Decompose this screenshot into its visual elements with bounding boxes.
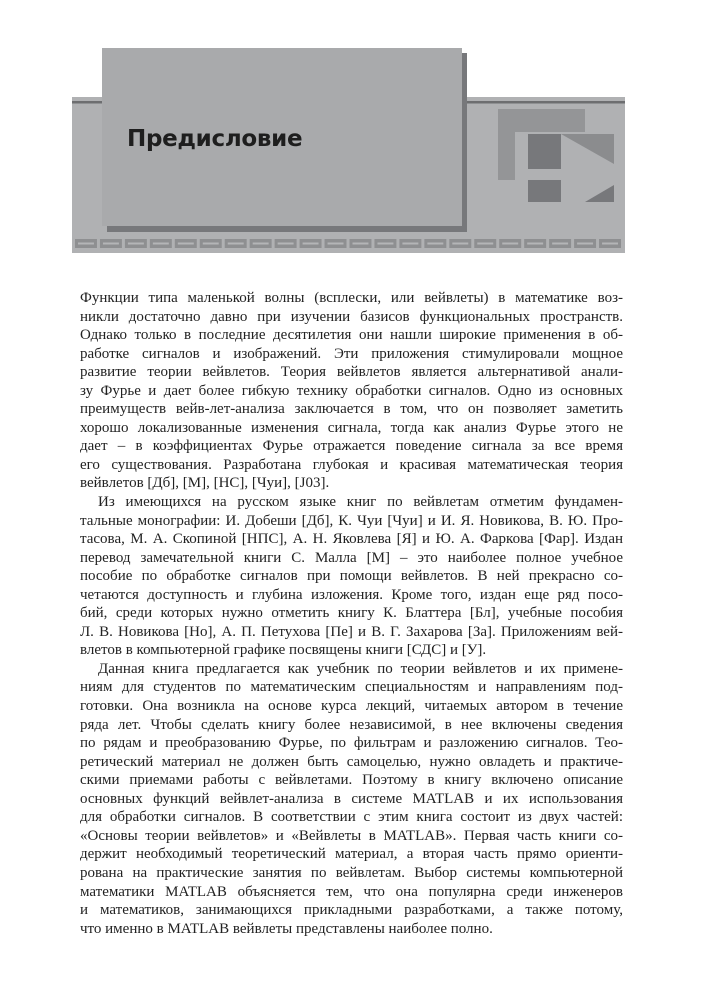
text-line: хорошо локализованные изменения сигнала, тогда как анализ Фурье этого не [80, 419, 623, 436]
banner-dash-inner [452, 243, 468, 245]
banner-dash-inner [103, 243, 119, 245]
text-line: четаются доступность и глубина изложения. Кроме того, издан еще ряд посо- [80, 586, 623, 603]
banner-dash-inner [278, 243, 294, 245]
banner-dash-inner [153, 243, 169, 245]
text-line: скими приемами работы с вейвлетами. Поэтому в книгу включено описание [80, 772, 623, 789]
text-line: и математиков, занимающихся прикладными разработками, а также потому, [80, 902, 623, 919]
banner-dash-inner [303, 243, 319, 245]
text-line: влетов в компьютерной графике посвящены книги [СДС] и [У]. [80, 642, 487, 659]
banner-dash-inner [402, 243, 418, 245]
text-line: «Основы теории вейвлетов» и «Вейвлеты в MATLAB». Первая часть книги со- [80, 827, 623, 844]
banner-dash-inner [328, 243, 344, 245]
banner-dash-inner [353, 243, 369, 245]
paragraph [80, 660, 623, 938]
text-line: ниям для студентов по математическим специальностям и направлениям под- [80, 679, 623, 696]
banner-dash-inner [78, 243, 94, 245]
text-line: ряда лет. Чтобы сделать книгу более независимой, в нее включены сведения [80, 716, 623, 733]
banner-dash-inner [602, 243, 618, 245]
text-line: вейвлетов [Дб], [М], [НС], [Чуи], [J03]. [80, 475, 330, 492]
text-line: его существования. Разработана глубокая и красивая математическая теория [80, 456, 623, 473]
text-line: Л. В. Новикова [Но], А. П. Петухова [Пе] и В. Г. Захарова [За]. Приложениям вей- [80, 623, 623, 640]
banner-dash-inner [377, 243, 393, 245]
banner-dash-inner [477, 243, 493, 245]
banner-dash-inner [502, 243, 518, 245]
text-line: перевод замечательной книги С. Малла [М] – это наиболее полное учебное [80, 549, 623, 566]
banner-dash-inner [427, 243, 443, 245]
text-line: пособие по обработке сигналов при помощи вейвлетов. В ней прекрасно со- [80, 568, 623, 585]
text-line: что именно в MATLAB вейвлеты представлены наиболее полно. [80, 920, 493, 937]
text-line: математики MATLAB объясняется тем, что она популярна среди инженеров [80, 883, 623, 900]
text-line: готовки. Она возникла на основе курса лекций, читаемых автором в течение [80, 698, 623, 715]
text-line: Функции типа маленькой волны (всплески, или вейвлеты) в математике воз- [80, 290, 623, 306]
preface-body [80, 289, 623, 938]
banner-dash-inner [178, 243, 194, 245]
banner-dash-inner [527, 243, 543, 245]
text-line: Из имеющихся на русском языке книг по вейвлетам отметим фундамен- [98, 494, 623, 511]
text-line: зу Фурье и дает более гибкую технику обработки сигналов. Одно из основных [80, 382, 623, 399]
text-line: по рядам и преобразованию Фурье, по фильтрам и разложению сигналов. Тео- [80, 735, 623, 752]
banner-dash-inner [552, 243, 568, 245]
text-line: никли достаточно давно при изучении базисов функциональных пространств. [80, 308, 623, 325]
page-title: Предисловие [127, 126, 303, 152]
text-line: держит необходимый теоретический материал, а вторая часть прямо ориенти- [80, 846, 623, 863]
text-line: основных функций вейвлет-анализа в системе MATLAB и их использования [80, 790, 623, 807]
chapter-header-banner [0, 0, 702, 260]
text-line: ретический материал не должен быть самоцелью, нужно овладеть и практиче- [80, 753, 623, 770]
banner-dash-inner [228, 243, 244, 245]
text-line: бий, среди которых нужно отметить книгу К. Блаттера [Бл], учебные пособия [80, 605, 623, 622]
paragraph [80, 289, 623, 493]
paragraph [80, 493, 623, 660]
text-line: преимуществ вейв-лет-анализа заключается в том, что он позволяет заметить [80, 401, 623, 418]
banner-dash-inner [253, 243, 269, 245]
text-line: тасова, М. А. Скопиной [НПС], А. Н. Яковлева [Я] и Ю. А. Фаркова [Фар]. Издан [80, 531, 623, 548]
banner-dash-inner [203, 243, 219, 245]
banner-dash-inner [128, 243, 144, 245]
text-line: Данная книга предлагается как учебник по теории вейвлетов и их примене- [98, 660, 623, 677]
text-line: рована на практические занятия по вейвлетам. Выбор системы компьютерной [80, 864, 623, 881]
text-line: Однако только в последние десятилетия они нашли широкие применения в об- [80, 327, 623, 344]
text-line: дает – в коэффициентах Фурье отражается поведение сигнала за все время [80, 438, 623, 455]
text-line: работке сигналов и изображений. Эти приложения стимулировали мощное [80, 345, 623, 362]
text-line: тальные монографии: И. Добеши [Дб], К. Чуи [Чуи] и И. Я. Новикова, В. Ю. Про- [80, 512, 623, 529]
banner-dash-inner [577, 243, 593, 245]
text-line: развитие теории вейвлетов. Теория вейвлетов является альтернативой анали- [80, 364, 623, 381]
text-line: для обработки сигналов. В соответствии с этим книга состоит из двух частей: [80, 809, 623, 826]
